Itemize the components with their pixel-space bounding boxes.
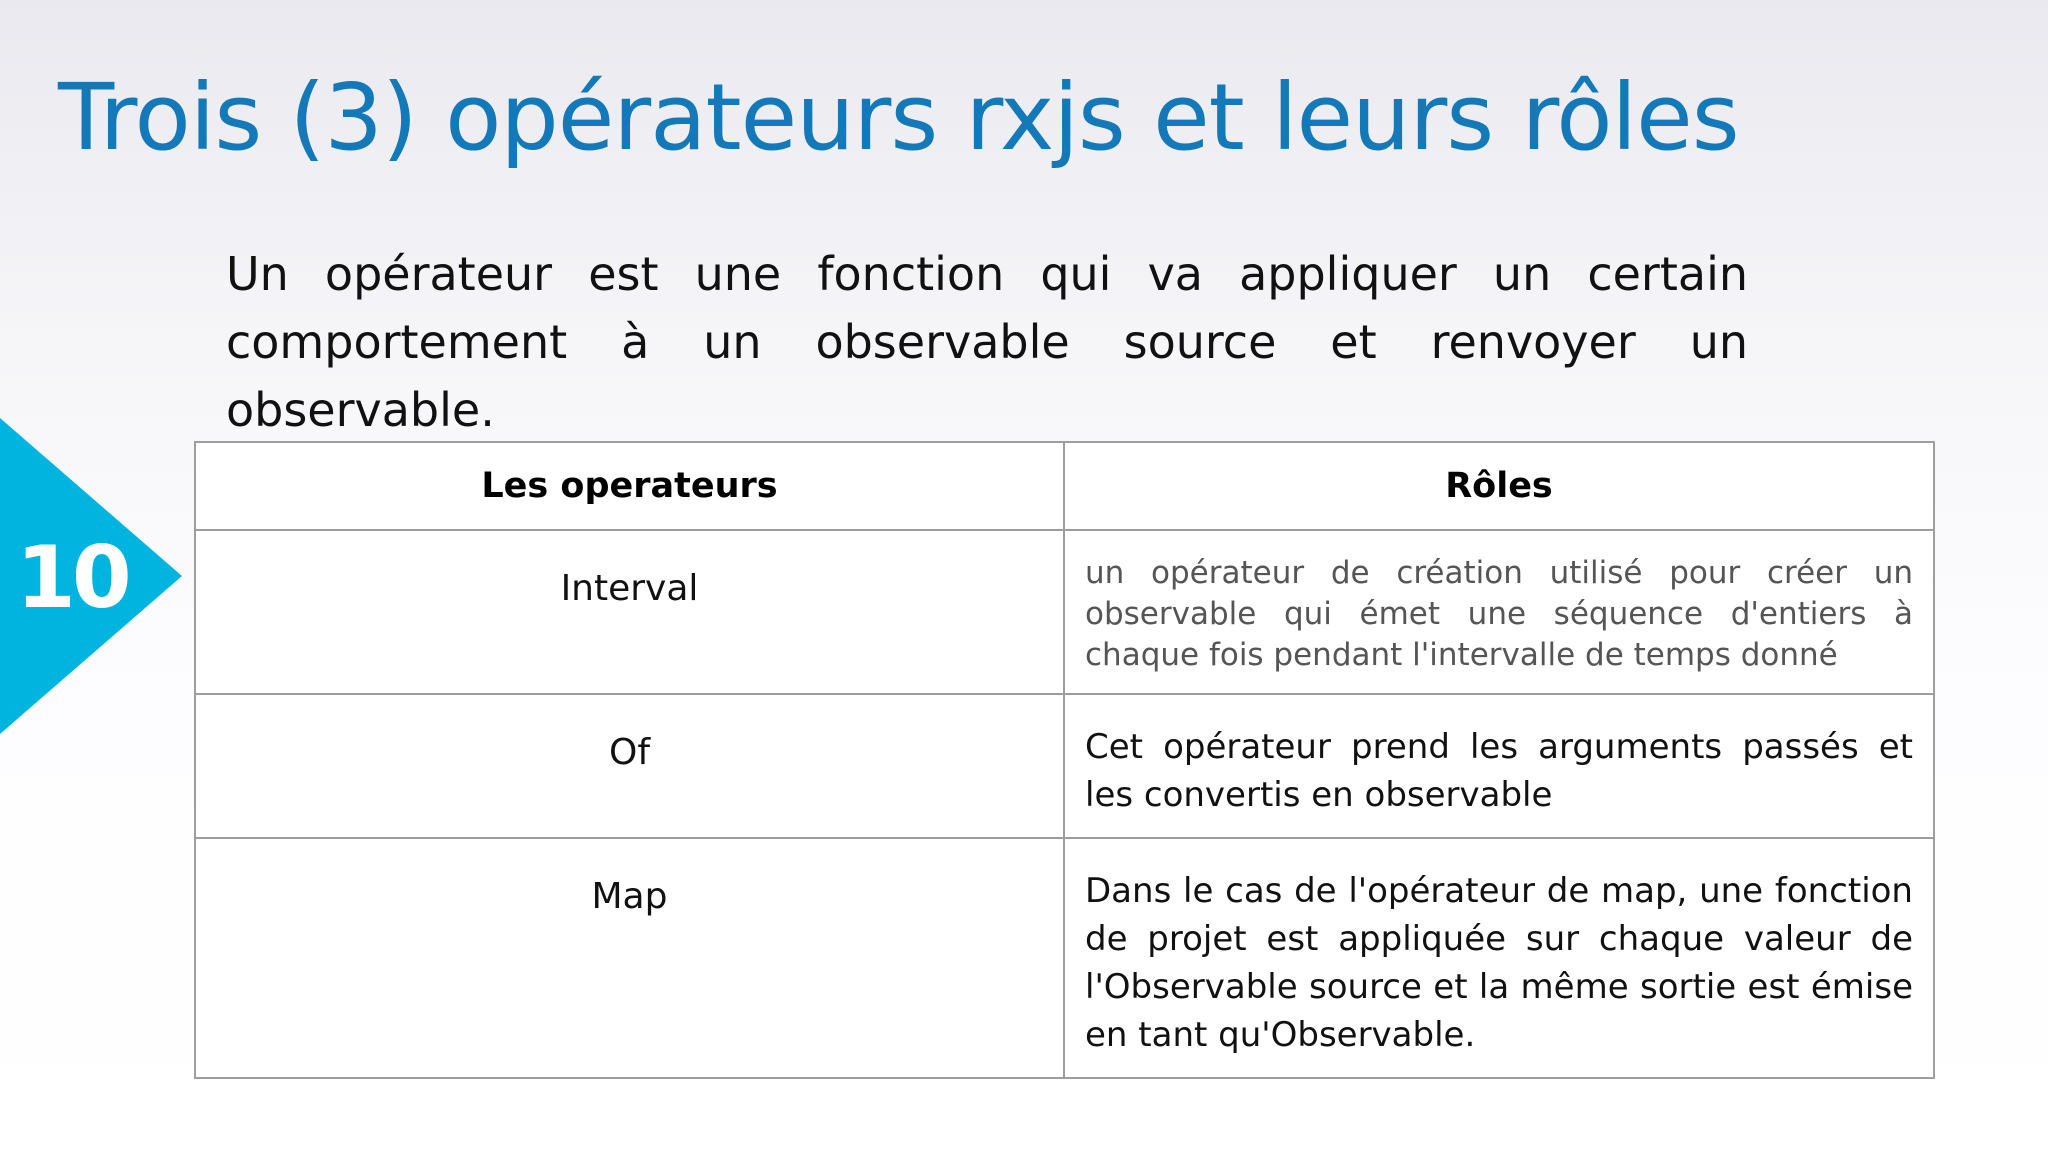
table-row	[195, 530, 1934, 694]
header-operators: Les operateurs	[195, 442, 1064, 530]
operator-name: Of	[195, 694, 1064, 838]
slide-title: Trois (3) opérateurs rxjs et leurs rôles	[58, 64, 1739, 171]
operator-role: Cet opérateur prend les arguments passés et les convertis en observable	[1064, 694, 1934, 838]
table-header-row	[195, 442, 1934, 530]
slide-number: 10	[16, 528, 128, 628]
table-row	[195, 838, 1934, 1078]
operators-table	[194, 441, 1935, 1079]
slide-number-badge	[0, 418, 182, 734]
operator-role: un opérateur de création utilisé pour créer un observable qui émet une séquence d'entiers à chaque fois pendant l'intervalle de temps donné	[1064, 530, 1934, 694]
header-roles: Rôles	[1064, 442, 1934, 530]
operator-role: Dans le cas de l'opérateur de map, une fonction de projet est appliquée sur chaque valeur de l'Observable source et la même sortie est émise en tant qu'Observable.	[1064, 838, 1934, 1078]
operator-name: Interval	[195, 530, 1064, 694]
intro-paragraph: Un opérateur est une fonction qui va appliquer un certain comportement à un observable source et renvoyer un observable.	[226, 247, 1748, 437]
table-row	[195, 694, 1934, 838]
operator-name: Map	[195, 838, 1064, 1078]
